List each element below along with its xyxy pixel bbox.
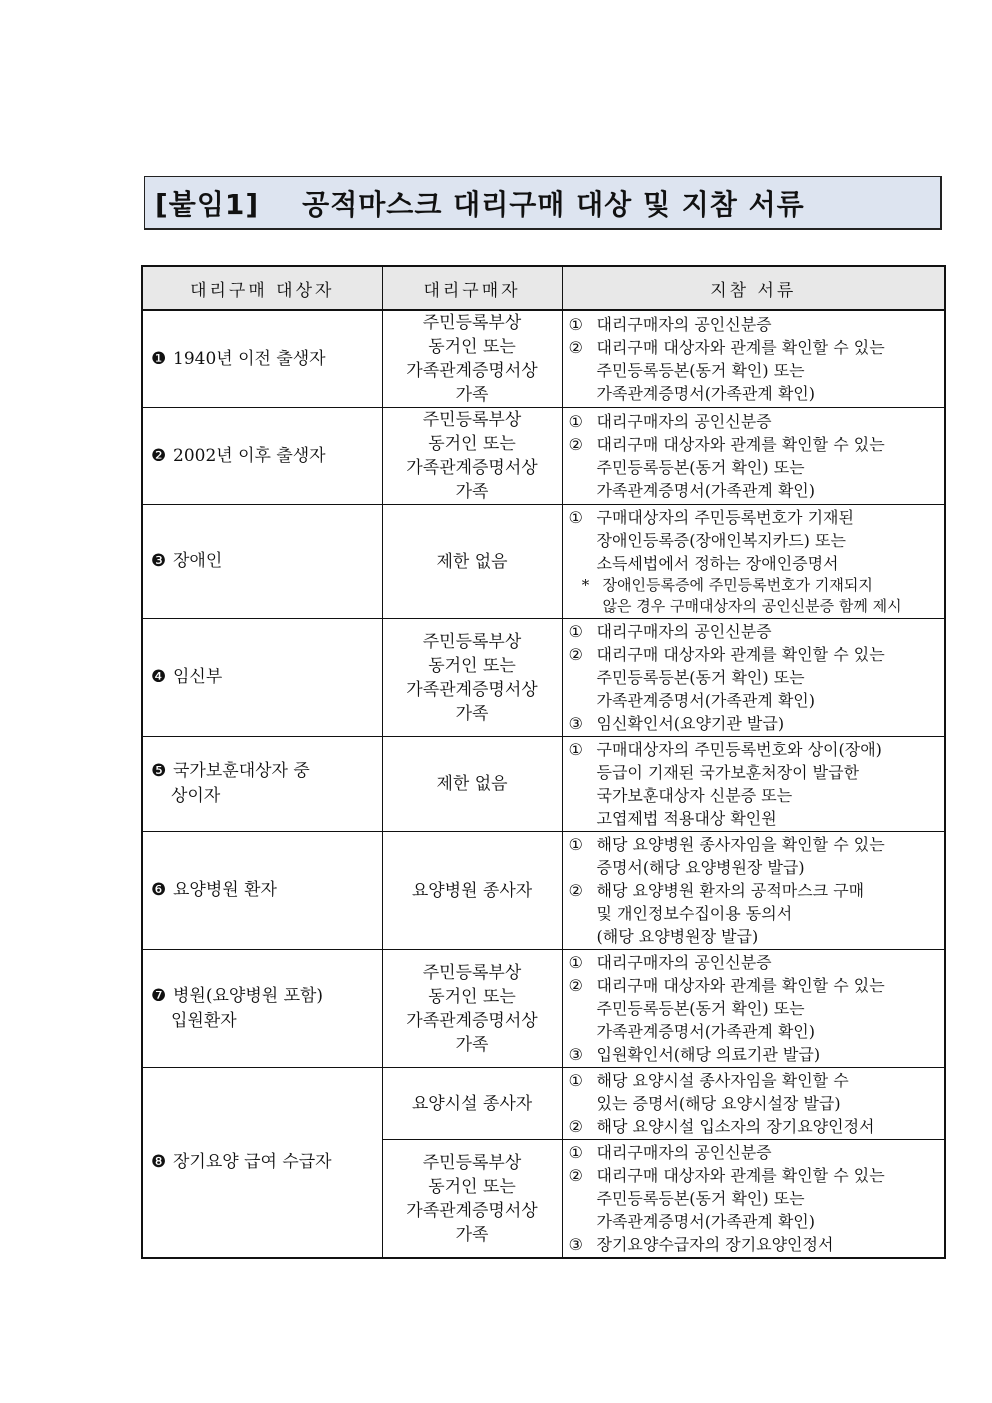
- doc-line: 해당 요양병원 환자의 공적마스크 구매: [596, 881, 865, 900]
- agent-line: 요양시설 종사자: [411, 1093, 533, 1114]
- doc-text: [597, 1164, 941, 1233]
- doc-item: [569, 506, 941, 575]
- header-target: 대리구매 대상자: [142, 266, 382, 310]
- doc-line: 대리구매자의 공인신분증: [596, 315, 772, 334]
- doc-line: 가족관계증명서(가족관계 확인): [596, 691, 815, 710]
- doc-item: [569, 1043, 941, 1066]
- doc-marker: ②: [568, 645, 583, 664]
- agent-line: 가족: [455, 1034, 489, 1055]
- table-row: [142, 832, 945, 950]
- doc-marker: ①: [568, 740, 583, 759]
- doc-marker: ②: [568, 976, 583, 995]
- doc-item: [569, 879, 941, 948]
- table-body: [142, 310, 945, 1258]
- note-marker: *: [581, 576, 590, 594]
- doc-line: 주민등록등본(동거 확인) 또는: [596, 668, 805, 687]
- doc-item: [569, 712, 941, 735]
- docs-cell: [562, 832, 945, 950]
- doc-marker: ①: [568, 622, 583, 641]
- agent-line: 동거인 또는: [428, 986, 516, 1007]
- row-number: ❻: [151, 880, 167, 900]
- doc-line: 대리구매 대상자와 관계를 확인할 수 있는: [596, 645, 885, 664]
- agent-cell: [382, 505, 562, 619]
- doc-note: [569, 575, 941, 617]
- doc-line: 대리구매자의 공인신분증: [596, 953, 772, 972]
- doc-text: [597, 1141, 941, 1164]
- note-text: [603, 575, 941, 617]
- doc-line: 주민등록등본(동거 확인) 또는: [596, 999, 805, 1018]
- agent-line: 동거인 또는: [428, 337, 516, 357]
- agent-cell: [382, 1068, 562, 1140]
- doc-item: [569, 738, 941, 830]
- agent-line: 동거인 또는: [428, 434, 516, 454]
- agent-line: 가족: [455, 1224, 489, 1245]
- doc-line: 가족관계증명서(가족관계 확인): [596, 1212, 815, 1231]
- target-cell: [142, 505, 382, 619]
- agent-cell: [382, 619, 562, 737]
- doc-marker: ②: [568, 881, 583, 900]
- target-cell: [142, 619, 382, 737]
- doc-item: [569, 433, 941, 502]
- docs-cell: [562, 505, 945, 619]
- doc-line: 국가보훈대상자 신분증 또는: [596, 786, 793, 805]
- docs-cell: [562, 619, 945, 737]
- row-number: ❽: [151, 1152, 167, 1172]
- agent-line: 가족: [455, 482, 489, 502]
- doc-line: 대리구매자의 공인신분증: [596, 412, 772, 431]
- doc-text: [597, 1115, 941, 1138]
- doc-marker: ②: [568, 1117, 583, 1136]
- agent-line: 제한 없음: [436, 774, 508, 794]
- doc-line: 가족관계증명서(가족관계 확인): [596, 1022, 815, 1041]
- doc-item: [569, 1069, 941, 1115]
- table-row: [142, 619, 945, 737]
- doc-item: [569, 1164, 941, 1233]
- target-cell: [142, 310, 382, 408]
- doc-text: [597, 506, 941, 575]
- table-row: [142, 310, 945, 408]
- agent-line: 가족관계증명서상: [406, 679, 538, 700]
- doc-line: 대리구매자의 공인신분증: [596, 1143, 772, 1162]
- target-text: 국가보훈대상자 중: [173, 761, 310, 781]
- target-cell: [142, 1068, 382, 1259]
- doc-line: 고엽제법 적용대상 확인원: [596, 809, 777, 828]
- doc-line: 주민등록등본(동거 확인) 또는: [596, 1189, 805, 1208]
- doc-line: 있는 증명서(해당 요양시설장 발급): [596, 1094, 841, 1113]
- doc-marker: ①: [568, 953, 583, 972]
- agent-line: 가족관계증명서상: [406, 1010, 538, 1031]
- table-row: [142, 408, 945, 505]
- doc-line: 장기요양수급자의 장기요양인정서: [596, 1235, 834, 1254]
- doc-line: 구매대상자의 주민등록번호가 기재된: [596, 508, 854, 527]
- doc-line: 장애인등록증(장애인복지카드) 또는: [596, 531, 846, 550]
- row-number: ❺: [151, 761, 167, 781]
- proxy-purchase-table: [141, 265, 946, 1259]
- doc-line: 입원확인서(해당 의료기관 발급): [596, 1045, 821, 1064]
- table-header-row: [142, 266, 945, 310]
- doc-text: [597, 738, 941, 830]
- doc-item: [569, 620, 941, 643]
- docs-cell: [562, 737, 945, 832]
- page-title-box: [144, 176, 942, 230]
- agent-cell: [382, 737, 562, 832]
- doc-line: 대리구매 대상자와 관계를 확인할 수 있는: [596, 435, 885, 454]
- doc-item: [569, 1141, 941, 1164]
- agent-line: 주민등록부상: [422, 410, 522, 430]
- target-text: 장기요양 급여 수급자: [173, 1152, 332, 1172]
- agent-cell: [382, 950, 562, 1068]
- row-number: ❹: [151, 667, 167, 687]
- agent-line: 제한 없음: [436, 551, 508, 572]
- doc-line: 가족관계증명서(가족관계 확인): [596, 384, 815, 403]
- row-number: ❷: [151, 445, 167, 466]
- doc-item: [569, 313, 941, 336]
- doc-line: 대리구매 대상자와 관계를 확인할 수 있는: [596, 1166, 885, 1185]
- doc-marker: ②: [568, 1166, 583, 1185]
- row-number: ❼: [151, 985, 167, 1006]
- target-text: 입원환자: [171, 1010, 237, 1031]
- doc-text: [597, 974, 941, 1043]
- doc-line: 및 개인정보수집이용 동의서: [596, 904, 793, 923]
- table-row: [142, 1068, 945, 1140]
- doc-marker: ③: [568, 1235, 583, 1254]
- doc-text: [597, 833, 941, 879]
- doc-line: 임신확인서(요양기관 발급): [596, 714, 785, 733]
- doc-marker: ②: [568, 338, 583, 357]
- doc-marker: ②: [568, 435, 583, 454]
- doc-text: [597, 951, 941, 974]
- doc-text: [597, 313, 941, 336]
- agent-line: 가족관계증명서상: [406, 458, 538, 478]
- doc-line: 해당 요양병원 종사자임을 확인할 수 있는: [596, 835, 885, 854]
- doc-line: 해당 요양시설 종사자임을 확인할 수: [596, 1071, 849, 1090]
- agent-cell: [382, 310, 562, 408]
- table-row: [142, 737, 945, 832]
- target-cell: [142, 737, 382, 832]
- target-text: 장애인: [173, 551, 223, 571]
- doc-text: [597, 620, 941, 643]
- target-text: 임신부: [173, 667, 223, 687]
- doc-item: [569, 974, 941, 1043]
- doc-marker: ③: [568, 1045, 583, 1064]
- agent-line: 가족: [455, 703, 489, 724]
- doc-item: [569, 410, 941, 433]
- header-docs: 지참 서류: [562, 266, 945, 310]
- doc-marker: ①: [568, 1071, 583, 1090]
- doc-text: [597, 336, 941, 405]
- doc-text: [597, 643, 941, 712]
- target-cell: [142, 408, 382, 505]
- doc-text: [597, 712, 941, 735]
- target-text: 상이자: [171, 786, 221, 806]
- doc-item: [569, 643, 941, 712]
- agent-line: 요양병원 종사자: [411, 880, 533, 901]
- agent-line: 가족관계증명서상: [406, 361, 538, 381]
- target-text: 병원(요양병원 포함): [173, 985, 324, 1006]
- doc-text: [597, 1069, 941, 1115]
- agent-cell: [382, 832, 562, 950]
- doc-text: [597, 1233, 941, 1256]
- doc-item: [569, 1233, 941, 1256]
- doc-line: 증명서(해당 요양병원장 발급): [596, 858, 805, 877]
- doc-marker: ①: [568, 315, 583, 334]
- doc-line: 대리구매자의 공인신분증: [596, 622, 772, 641]
- doc-text: [597, 1043, 941, 1066]
- docs-cell: [562, 1068, 945, 1140]
- docs-cell: [562, 1140, 945, 1259]
- agent-line: 주민등록부상: [422, 962, 522, 983]
- doc-item: [569, 833, 941, 879]
- row-number: ❶: [151, 348, 167, 369]
- doc-item: [569, 1115, 941, 1138]
- agent-line: 주민등록부상: [422, 313, 522, 333]
- header-agent: 대리구매자: [382, 266, 562, 310]
- doc-line: 구매대상자의 주민등록번호와 상이(장애): [596, 740, 882, 759]
- table-row: [142, 950, 945, 1068]
- doc-line: (해당 요양병원장 발급): [596, 927, 759, 946]
- doc-line: 등급이 기재된 국가보훈처장이 발급한: [596, 763, 860, 782]
- target-text: 요양병원 환자: [173, 880, 277, 900]
- agent-line: 주민등록부상: [422, 1152, 522, 1173]
- doc-line: 주민등록등본(동거 확인) 또는: [596, 361, 805, 380]
- docs-cell: [562, 950, 945, 1068]
- doc-line: 대리구매 대상자와 관계를 확인할 수 있는: [596, 976, 885, 995]
- agent-cell: [382, 1140, 562, 1259]
- agent-line: 동거인 또는: [428, 655, 516, 676]
- agent-line: 동거인 또는: [428, 1176, 516, 1197]
- agent-cell: [382, 408, 562, 505]
- doc-marker: ③: [568, 714, 583, 733]
- doc-marker: ①: [568, 412, 583, 431]
- docs-cell: [562, 310, 945, 408]
- doc-marker: ①: [568, 1143, 583, 1162]
- agent-line: 가족: [455, 385, 489, 405]
- doc-line: 주민등록등본(동거 확인) 또는: [596, 458, 805, 477]
- doc-line: 가족관계증명서(가족관계 확인): [596, 481, 815, 500]
- doc-line: 소득세법에서 정하는 장애인증명서: [596, 554, 839, 573]
- doc-text: [597, 410, 941, 433]
- doc-text: [597, 879, 941, 948]
- note-line: 않은 경우 구매대상자의 공인신분증 함께 제시: [602, 597, 902, 615]
- doc-marker: ①: [568, 508, 583, 527]
- agent-line: 가족관계증명서상: [406, 1200, 538, 1221]
- doc-item: [569, 951, 941, 974]
- note-line: 장애인등록증에 주민등록번호가 기재되지: [602, 576, 873, 594]
- target-cell: [142, 950, 382, 1068]
- doc-line: 해당 요양시설 입소자의 장기요양인정서: [596, 1117, 875, 1136]
- agent-line: 주민등록부상: [422, 631, 522, 652]
- doc-text: [597, 433, 941, 502]
- doc-marker: ①: [568, 835, 583, 854]
- doc-item: [569, 336, 941, 405]
- target-cell: [142, 832, 382, 950]
- page-title: [붙임1] 공적마스크 대리구매 대상 및 지참 서류: [155, 187, 805, 221]
- docs-cell: [562, 408, 945, 505]
- doc-line: 대리구매 대상자와 관계를 확인할 수 있는: [596, 338, 885, 357]
- row-number: ❸: [151, 551, 167, 571]
- target-text: 1940년 이전 출생자: [173, 348, 326, 369]
- target-text: 2002년 이후 출생자: [173, 445, 326, 466]
- table-row: [142, 505, 945, 619]
